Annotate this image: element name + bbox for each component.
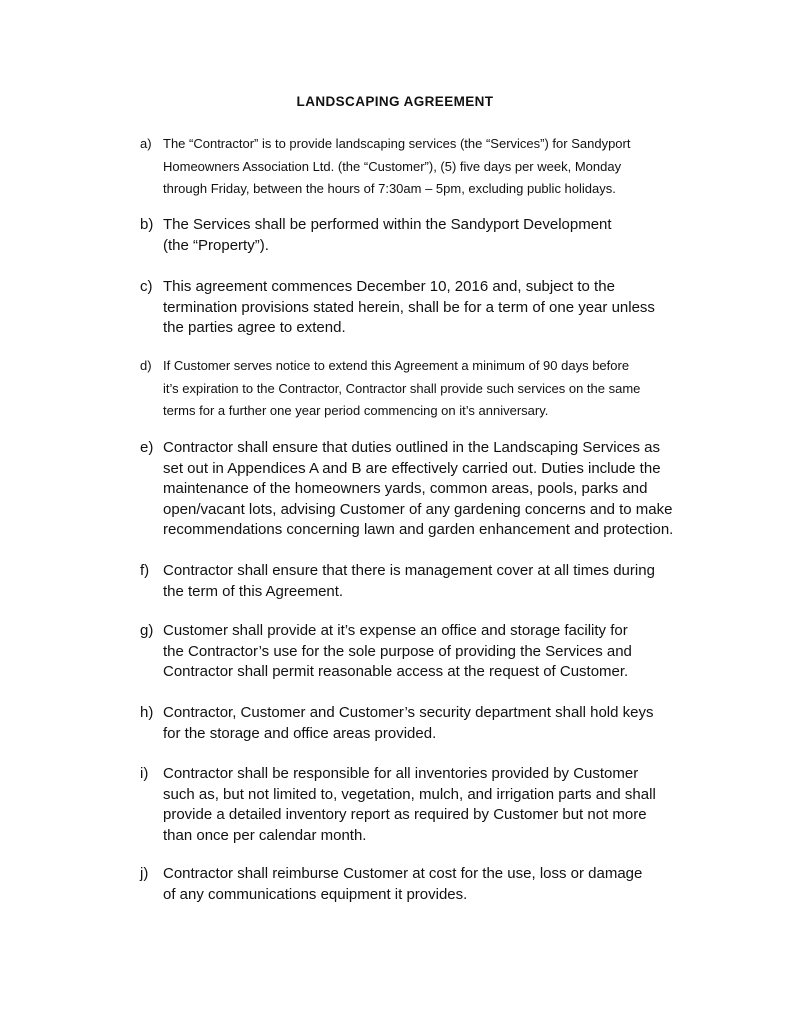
clause-text: Contractor shall ensure that there is management cover at all times during the term of this Agreement. bbox=[163, 562, 655, 600]
clause-label: a) bbox=[140, 136, 152, 151]
clause-text: The “Contractor” is to provide landscaping services (the “Services”) for Sandyport Homeowners Association Ltd. (the “Customer”), (5) five days per week, Monday through Friday, between the hours of 7:30am – 5pm, excluding public holidays. bbox=[163, 136, 631, 196]
clause-text: Contractor, Customer and Customer’s security department shall hold keys for the storage and office areas provided. bbox=[163, 704, 654, 742]
clause-text: Contractor shall ensure that duties outlined in the Landscaping Services as set out in Appendices A and B are effectively carried out. Duties include the maintenance of the homeowners yards, common areas, pools, parks and open/vacant lots, advising Customer of any gardening concerns and to make recommendations concerning lawn and garden enhancement and protection. bbox=[163, 439, 674, 538]
clause-text: Contractor shall reimburse Customer at cost for the use, loss or damage of any communications equipment it provides. bbox=[163, 865, 643, 903]
clause-label: i) bbox=[140, 765, 149, 782]
clause-label: f) bbox=[140, 562, 150, 579]
clause-label: e) bbox=[140, 439, 154, 456]
clause-text: The Services shall be performed within the Sandyport Development (the “Property”). bbox=[163, 216, 612, 254]
clause-label: j) bbox=[140, 865, 149, 882]
clause-label: b) bbox=[140, 216, 154, 233]
clause-text: This agreement commences December 10, 2016 and, subject to the termination provisions stated herein, shall be for a term of one year unless the parties agree to extend. bbox=[163, 278, 655, 336]
clause-text: If Customer serves notice to extend this Agreement a minimum of 90 days before it’s expiration to the Contractor, Contractor shall provide such services on the same terms for a further one year period commencing on it’s anniversary. bbox=[163, 358, 641, 418]
clause-label: d) bbox=[140, 358, 152, 373]
clause-text: Customer shall provide at it’s expense an office and storage facility for the Contractor’s use for the sole purpose of providing the Services and Contractor shall permit reasonable access at the request of Customer. bbox=[163, 622, 632, 680]
clause-text: Contractor shall be responsible for all inventories provided by Customer such as, but not limited to, vegetation, mulch, and irrigation parts and shall provide a detailed inventory report as required by Customer but not more than once per calendar month. bbox=[163, 765, 656, 844]
clause-label: g) bbox=[140, 622, 154, 639]
clause-label: h) bbox=[140, 704, 154, 721]
clause-label: c) bbox=[140, 278, 153, 295]
document-title: LANDSCAPING AGREEMENT bbox=[296, 94, 494, 109]
